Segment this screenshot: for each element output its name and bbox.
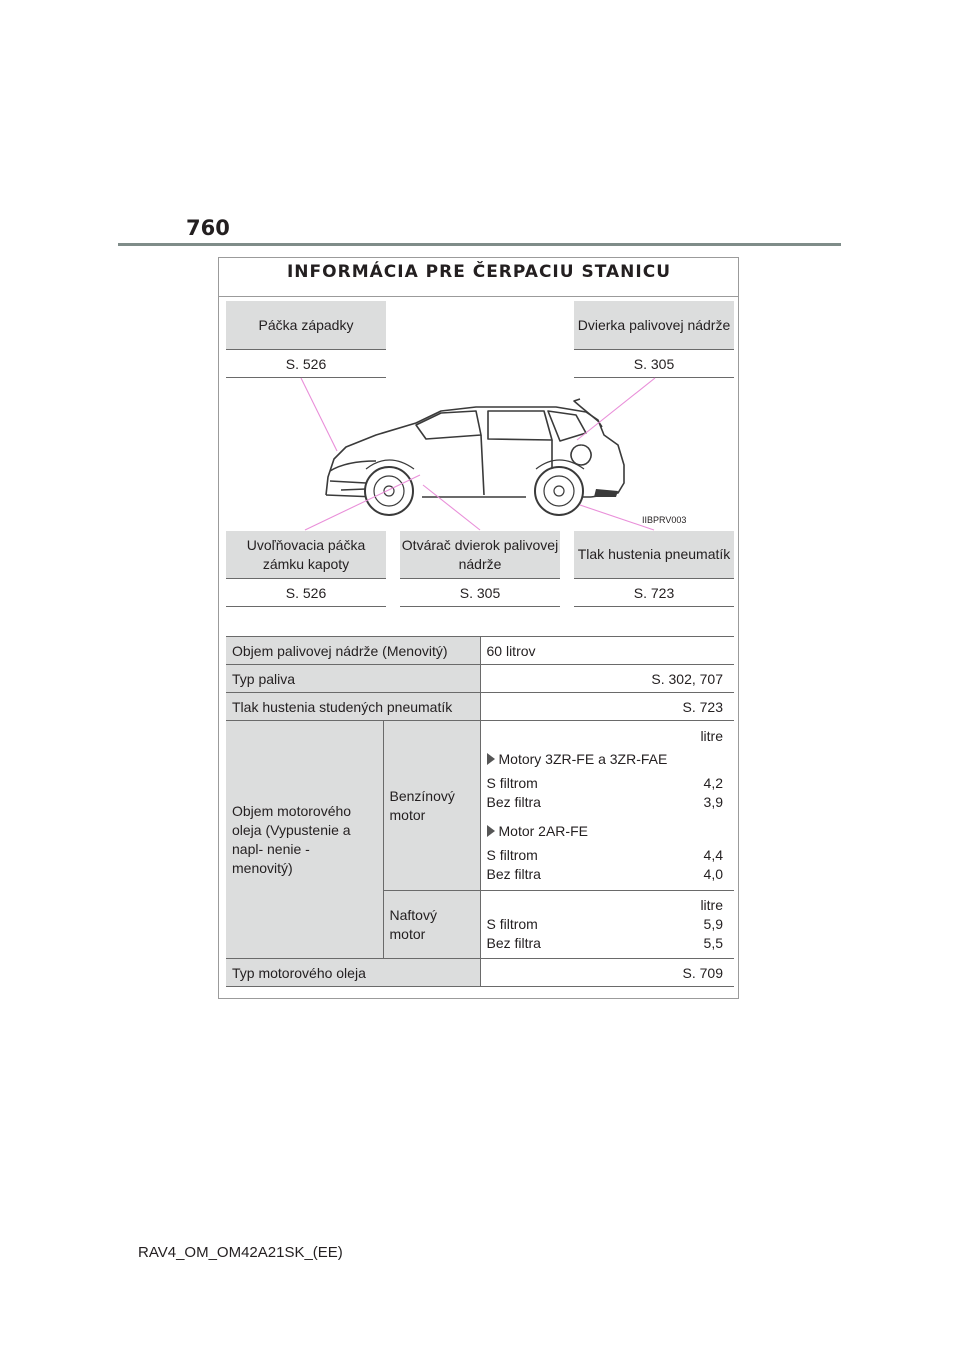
page-number: 760 <box>186 216 230 240</box>
engine-group-title <box>487 750 724 769</box>
without-filter-value: 4,0 <box>703 866 723 882</box>
with-filter-label: S filtrom <box>486 847 538 863</box>
triangle-bullet-icon <box>487 753 495 765</box>
oil-type-value: S. 709 <box>480 959 734 987</box>
box-title: INFORMÁCIA PRE ČERPACIU STANICU <box>286 262 671 282</box>
fuel-capacity-value: 60 litrov <box>480 637 734 665</box>
label-tire-pressure <box>574 531 734 579</box>
unit-label: litre <box>700 728 723 744</box>
label-hood-latch <box>226 301 386 350</box>
without-filter-value: 3,9 <box>703 794 723 810</box>
ref-tire-pressure: S. 723 <box>574 579 734 607</box>
with-filter-label: S filtrom <box>486 775 538 791</box>
fuel-type-label: Typ paliva <box>226 665 480 693</box>
triangle-bullet-icon <box>487 825 495 837</box>
footer-doc-code: RAV4_OM_OM42A21SK_(EE) <box>138 1244 343 1261</box>
label-text: Dvierka palivovej nádrže <box>577 316 731 333</box>
with-filter-value: 4,2 <box>703 775 723 791</box>
petrol-engine-values <box>480 721 734 891</box>
label-hood-release <box>226 531 386 579</box>
without-filter-label: Bez filtra <box>486 794 541 810</box>
header-rule <box>118 243 841 246</box>
diesel-engine-label: Naftový motor <box>383 891 480 959</box>
label-text: Uvoľňovacia páčka zámku kapoty <box>246 536 366 572</box>
table-row <box>226 637 734 665</box>
with-filter-label: S filtrom <box>486 916 538 932</box>
fuel-type-value: S. 302, 707 <box>480 665 734 693</box>
oil-type-label: Typ motorového oleja <box>226 959 480 987</box>
oil-capacity-label: Objem motorového oleja (Vypustenie a napl- nenie - menovitý) <box>226 721 383 959</box>
label-text: Tlak hustenia pneumatík <box>577 546 731 562</box>
ref-hood-release: S. 526 <box>226 579 386 607</box>
title-rule <box>219 296 739 297</box>
label-text: Otvárač dvierok palivovej nádrže <box>401 536 559 572</box>
car-illustration <box>226 385 734 531</box>
without-filter-row <box>487 934 724 953</box>
engine-group-title-text: Motory 3ZR-FE a 3ZR-FAE <box>498 751 668 767</box>
petrol-engine-label: Benzínový motor <box>383 721 480 891</box>
ref-fuel-door: S. 305 <box>574 350 734 378</box>
without-filter-row <box>487 793 724 812</box>
engine-group-title <box>487 822 724 841</box>
with-filter-value: 5,9 <box>703 916 723 932</box>
table-row <box>226 959 734 987</box>
spec-table <box>226 636 734 987</box>
diesel-engine-values <box>480 891 734 959</box>
without-filter-label: Bez filtra <box>486 866 541 882</box>
without-filter-value: 5,5 <box>703 935 723 951</box>
ref-fuel-door-opener: S. 305 <box>400 579 560 607</box>
with-filter-value: 4,4 <box>703 847 723 863</box>
table-row <box>226 693 734 721</box>
label-fuel-door <box>574 301 734 350</box>
with-filter-row <box>487 774 724 793</box>
tire-pressure-label: Tlak hustenia studených pneumatík <box>226 693 480 721</box>
tire-pressure-value: S. 723 <box>480 693 734 721</box>
without-filter-row <box>487 865 724 884</box>
with-filter-row <box>487 915 724 934</box>
unit-label: litre <box>700 897 723 913</box>
with-filter-row <box>487 846 724 865</box>
label-fuel-door-opener <box>400 531 560 579</box>
ref-hood-latch: S. 526 <box>226 350 386 378</box>
illustration-code: IIBPRV003 <box>642 515 687 525</box>
table-row <box>226 721 734 891</box>
without-filter-label: Bez filtra <box>486 935 541 951</box>
label-text: Páčka západky <box>258 316 354 333</box>
engine-group-title-text: Motor 2AR-FE <box>498 823 588 839</box>
table-row <box>226 665 734 693</box>
fuel-capacity-label: Objem palivovej nádrže (Menovitý) <box>226 637 480 665</box>
